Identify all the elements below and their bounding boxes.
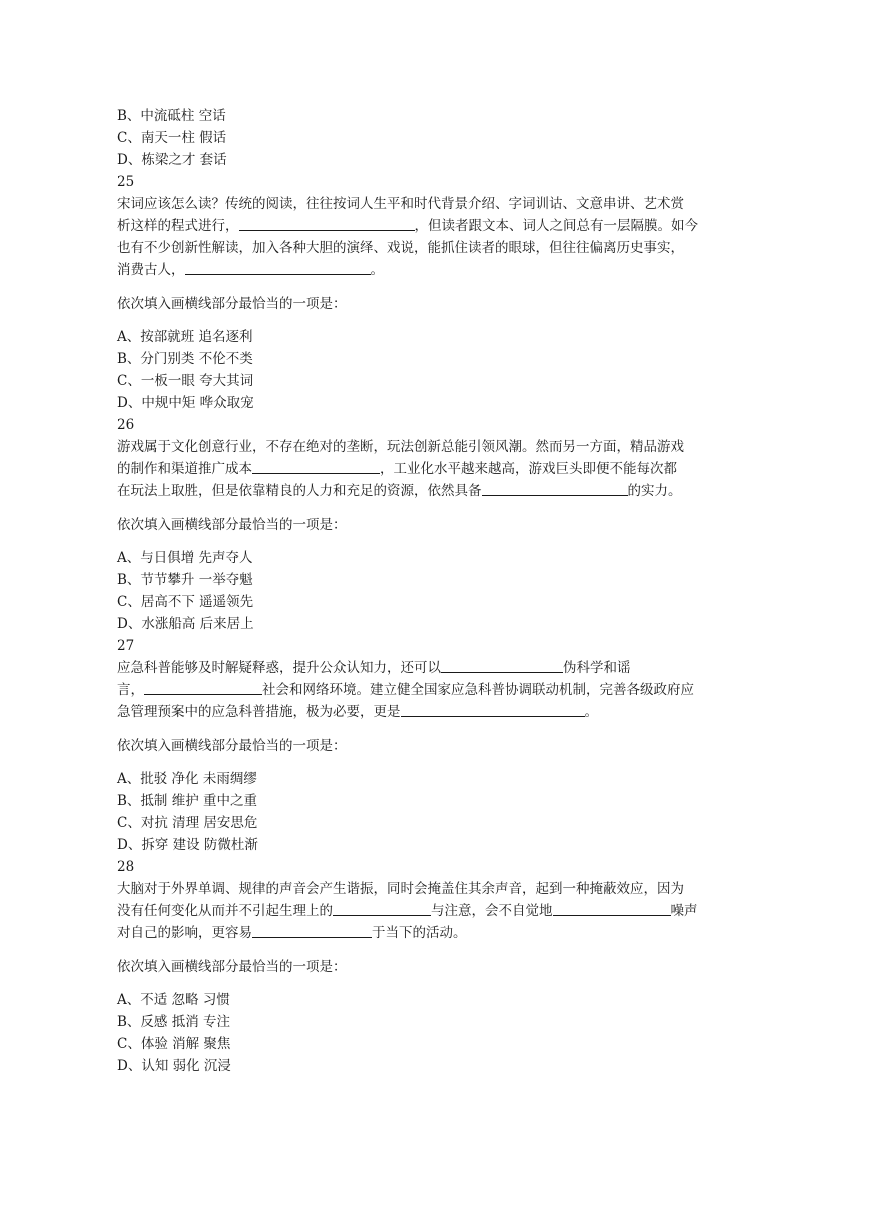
passage-text: 。	[370, 262, 384, 278]
passage-line	[117, 215, 757, 237]
passage-line	[117, 900, 757, 922]
passage-text: 析这样的程式进行，	[117, 218, 239, 234]
answer-options	[117, 768, 757, 856]
passage-text: 言，	[117, 682, 144, 698]
passage-text: 宋词应该怎么读？传统的阅读，往往按词人生平和时代背景介绍、字词训诂、文意串讲、艺术赏	[117, 196, 684, 212]
question-prompt: 依次填入画横线部分最恰当的一项是：	[117, 738, 347, 754]
fill-blank	[333, 901, 431, 916]
option-d: D、水涨船高 后来居上	[117, 616, 254, 632]
passage-text: 没有任何变化从而并不引起生理上的	[117, 903, 333, 919]
option-c: C、南天一柱 假话	[117, 130, 227, 146]
option-a: A、按部就班 追名逐利	[117, 329, 253, 345]
passage-text: 于当下的活动。	[372, 925, 467, 941]
passage-text: 大脑对于外界单调、规律的声音会产生谐振，同时会掩盖住其余声音，起到一种掩蔽效应，因为	[117, 881, 684, 897]
passage-text: ，但读者跟文本、词人之间总有一层隔膜。如今	[414, 218, 698, 234]
passage-line	[117, 657, 757, 679]
passage-text: 社会和网络环境。建立健全国家应急科普协调联动机制，完善各级政府应	[262, 682, 694, 698]
passage-text: 急管理预案中的应急科普措施，极为必要，更是	[117, 704, 401, 720]
fill-blank	[252, 923, 372, 938]
question-number: 27	[117, 638, 135, 654]
option-b: B、分门别类 不伦不类	[117, 351, 253, 367]
fill-blank	[239, 216, 415, 231]
passage-line	[117, 458, 757, 480]
question-number: 26	[117, 417, 135, 433]
option-d: D、拆穿 建设 防微杜渐	[117, 837, 258, 853]
passage-line	[117, 701, 757, 723]
option-a: A、批驳 净化 未雨绸缪	[117, 771, 257, 787]
option-c: C、一板一眼 夸大其词	[117, 373, 254, 389]
fill-blank	[144, 680, 262, 695]
document-content	[117, 105, 757, 1077]
fill-blank	[482, 481, 628, 496]
passage-text: ，工业化水平越来越高，游戏巨头即便不能每次都	[380, 461, 677, 477]
fill-blank	[185, 260, 371, 275]
answer-options	[117, 989, 757, 1077]
fill-blank	[553, 901, 671, 916]
passage-line	[117, 259, 757, 281]
question-27	[117, 635, 757, 856]
passage-text: 对自己的影响，更容易	[117, 925, 252, 941]
option-b: B、节节攀升 一举夺魁	[117, 572, 253, 588]
question-28	[117, 856, 757, 1077]
passage-text: 的实力。	[627, 483, 682, 499]
answer-options	[117, 326, 757, 414]
option-a: A、不适 忽略 习惯	[117, 992, 230, 1008]
passage-text: 伪科学和谣	[563, 660, 631, 676]
question-passage	[117, 878, 757, 944]
passage-text: 。	[584, 704, 598, 720]
question-prompt: 依次填入画横线部分最恰当的一项是：	[117, 517, 347, 533]
passage-line	[117, 922, 757, 944]
fill-blank	[401, 702, 585, 717]
passage-text: 与注意，会不自觉地	[431, 903, 553, 919]
q24-options	[117, 105, 757, 171]
question-prompt: 依次填入画横线部分最恰当的一项是：	[117, 296, 347, 312]
option-b: B、抵制 维护 重中之重	[117, 793, 258, 809]
fill-blank	[252, 459, 380, 474]
question-passage	[117, 657, 757, 723]
option-a: A、与日俱增 先声夺人	[117, 550, 253, 566]
passage-text: 游戏属于文化创意行业，不存在绝对的垄断，玩法创新总能引领风潮。然而另一方面，精品游戏	[117, 439, 684, 455]
fill-blank	[441, 658, 563, 673]
passage-line	[117, 679, 757, 701]
passage-line	[117, 237, 757, 259]
passage-line	[117, 436, 757, 458]
passage-text: 的制作和渠道推广成本	[117, 461, 252, 477]
option-c: C、居高不下 遥遥领先	[117, 594, 254, 610]
question-26	[117, 414, 757, 635]
question-passage	[117, 193, 757, 281]
option-b: B、反感 抵消 专注	[117, 1014, 231, 1030]
option-d: D、栋梁之才 套话	[117, 152, 227, 168]
option-c: C、体验 消解 聚焦	[117, 1036, 231, 1052]
question-25	[117, 171, 757, 414]
option-d: D、认知 弱化 沉浸	[117, 1058, 231, 1074]
answer-options	[117, 547, 757, 635]
passage-line	[117, 193, 757, 215]
passage-text: 噪声	[670, 903, 698, 919]
question-number: 25	[117, 174, 135, 190]
question-passage	[117, 436, 757, 502]
passage-text: 在玩法上取胜，但是依靠精良的人力和充足的资源，依然具备	[117, 483, 482, 499]
question-prompt: 依次填入画横线部分最恰当的一项是：	[117, 959, 347, 975]
passage-line	[117, 480, 757, 502]
option-d: D、中规中矩 哗众取宠	[117, 395, 254, 411]
option-c: C、对抗 清理 居安思危	[117, 815, 258, 831]
passage-line	[117, 878, 757, 900]
passage-text: 应急科普能够及时解疑释惑，提升公众认知力，还可以	[117, 660, 441, 676]
passage-text: 也有不少创新性解读，加入各种大胆的演绎、戏说，能抓住读者的眼球，但往往偏离历史事实，	[117, 240, 684, 256]
option-b: B、中流砥柱 空话	[117, 108, 226, 124]
passage-text: 消费古人，	[117, 262, 185, 278]
question-number: 28	[117, 859, 135, 875]
